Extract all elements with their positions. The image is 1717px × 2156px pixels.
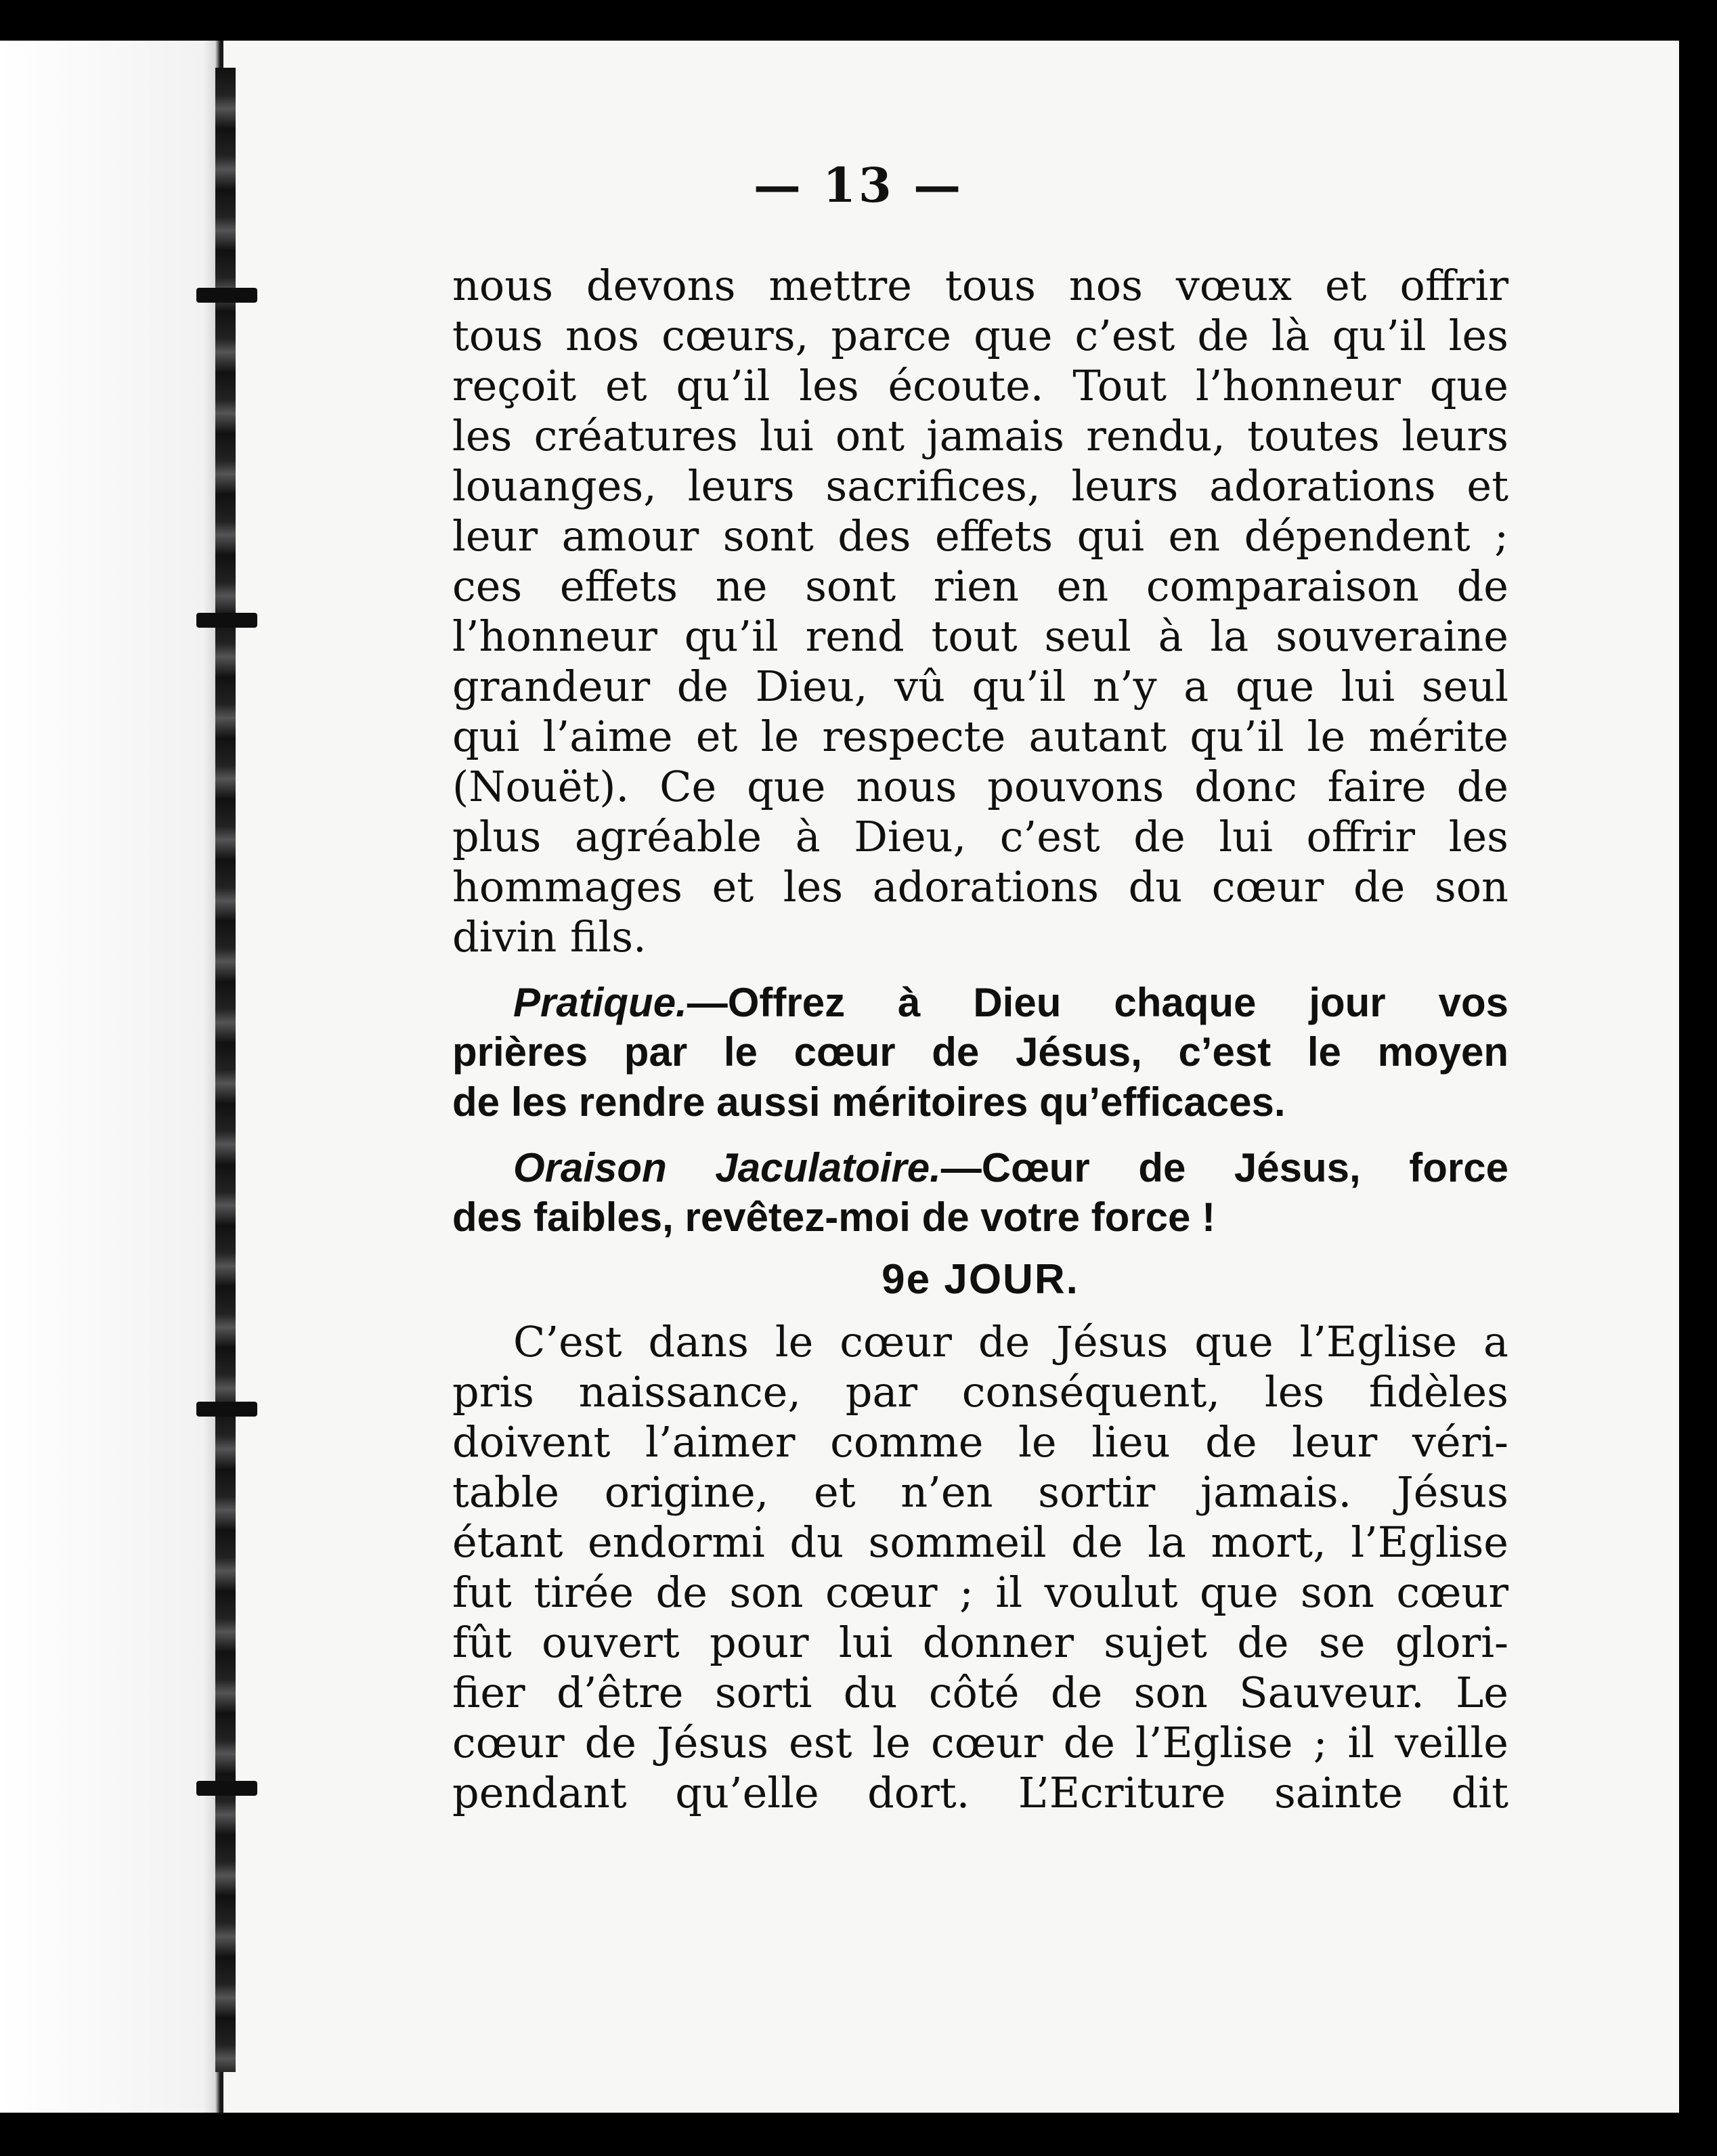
- scan-top-border: [0, 0, 1717, 41]
- pratique-paragraph: [452, 977, 1508, 1127]
- oraison-label: Oraison Jaculatoire.: [513, 1145, 941, 1190]
- text-line: hommages et les adorations du cœur de son: [452, 862, 1508, 911]
- scan-right-border: [1679, 0, 1717, 2156]
- pratique-label: Pratique.: [513, 980, 687, 1025]
- text-line: pris naissance, par conséquent, les fidèles: [452, 1367, 1508, 1417]
- binding-thread-mark: [196, 288, 257, 303]
- text-line: reçoit et qu’il les écoute. Tout l’honneur que: [452, 361, 1508, 410]
- binding-thread-mark: [196, 1781, 257, 1796]
- page-body: [452, 261, 1508, 1818]
- text-line: C’est dans le cœur de Jésus que l’Eglise a: [513, 1317, 1508, 1366]
- text-line: leur amour sont des effets qui en dépendent ;: [452, 511, 1508, 561]
- text-line: cœur de Jésus est le cœur de l’Eglise ; il veille: [452, 1718, 1508, 1767]
- paragraph-continued: [452, 261, 1508, 962]
- text-line: qui l’aime et le respecte autant qu’il le mérite: [452, 712, 1508, 761]
- text-line: tous nos cœurs, parce que c’est de là qu’il les: [452, 311, 1508, 360]
- text-line: fût ouvert pour lui donner sujet de se glori-: [452, 1618, 1508, 1667]
- page-gutter: [0, 41, 223, 2113]
- pratique-text: —Offrez à Dieu chaque jour vos: [687, 980, 1508, 1025]
- text-line: pendant qu’elle dort. L’Ecriture sainte dit: [452, 1768, 1508, 1817]
- pratique-line: prières par le cœur de Jésus, c’est le moyen: [452, 1029, 1508, 1075]
- oraison-text: —Cœur de Jésus, force: [940, 1145, 1508, 1190]
- pratique-line: de les rendre aussi méritoires qu’efficaces.: [452, 1079, 1286, 1125]
- oraison-paragraph: [452, 1142, 1508, 1243]
- page-number: — 13 —: [753, 157, 964, 213]
- text-line: grandeur de Dieu, vû qu’il n’y a que lui seul: [452, 662, 1508, 711]
- binding-thread-mark: [196, 1402, 257, 1417]
- text-line: ces effets ne sont rien en comparaison de: [452, 561, 1508, 611]
- text-line: table origine, et n’en sortir jamais. Jésus: [452, 1467, 1508, 1517]
- text-line: les créatures lui ont jamais rendu, toutes leurs: [452, 411, 1508, 460]
- text-line: doivent l’aimer comme le lieu de leur véri-: [452, 1417, 1508, 1467]
- text-line: fut tirée de son cœur ; il voulut que son cœur: [452, 1568, 1508, 1617]
- text-line: louanges, leurs sacrifices, leurs adorations et: [452, 461, 1508, 511]
- pratique-line: [452, 977, 1508, 1027]
- text-line: divin fils.: [452, 912, 647, 962]
- binding-edge: [215, 68, 236, 2072]
- oraison-line: des faibles, revêtez-moi de votre force !: [452, 1194, 1216, 1240]
- text-line: fier d’être sorti du côté de son Sauveur. Le: [452, 1668, 1508, 1717]
- text-line: l’honneur qu’il rend tout seul à la souveraine: [452, 611, 1508, 661]
- text-line: nous devons mettre tous nos vœux et offrir: [452, 261, 1508, 310]
- oraison-line: [452, 1142, 1508, 1192]
- text-line: plus agréable à Dieu, c’est de lui offrir les: [452, 812, 1508, 861]
- day-paragraph: [452, 1317, 1508, 1818]
- day-heading: 9e JOUR.: [882, 1256, 1079, 1303]
- text-line: (Nouët). Ce que nous pouvons donc faire de: [452, 762, 1508, 811]
- binding-thread-mark: [196, 613, 257, 628]
- text-line: étant endormi du sommeil de la mort, l’Eglise: [452, 1517, 1508, 1567]
